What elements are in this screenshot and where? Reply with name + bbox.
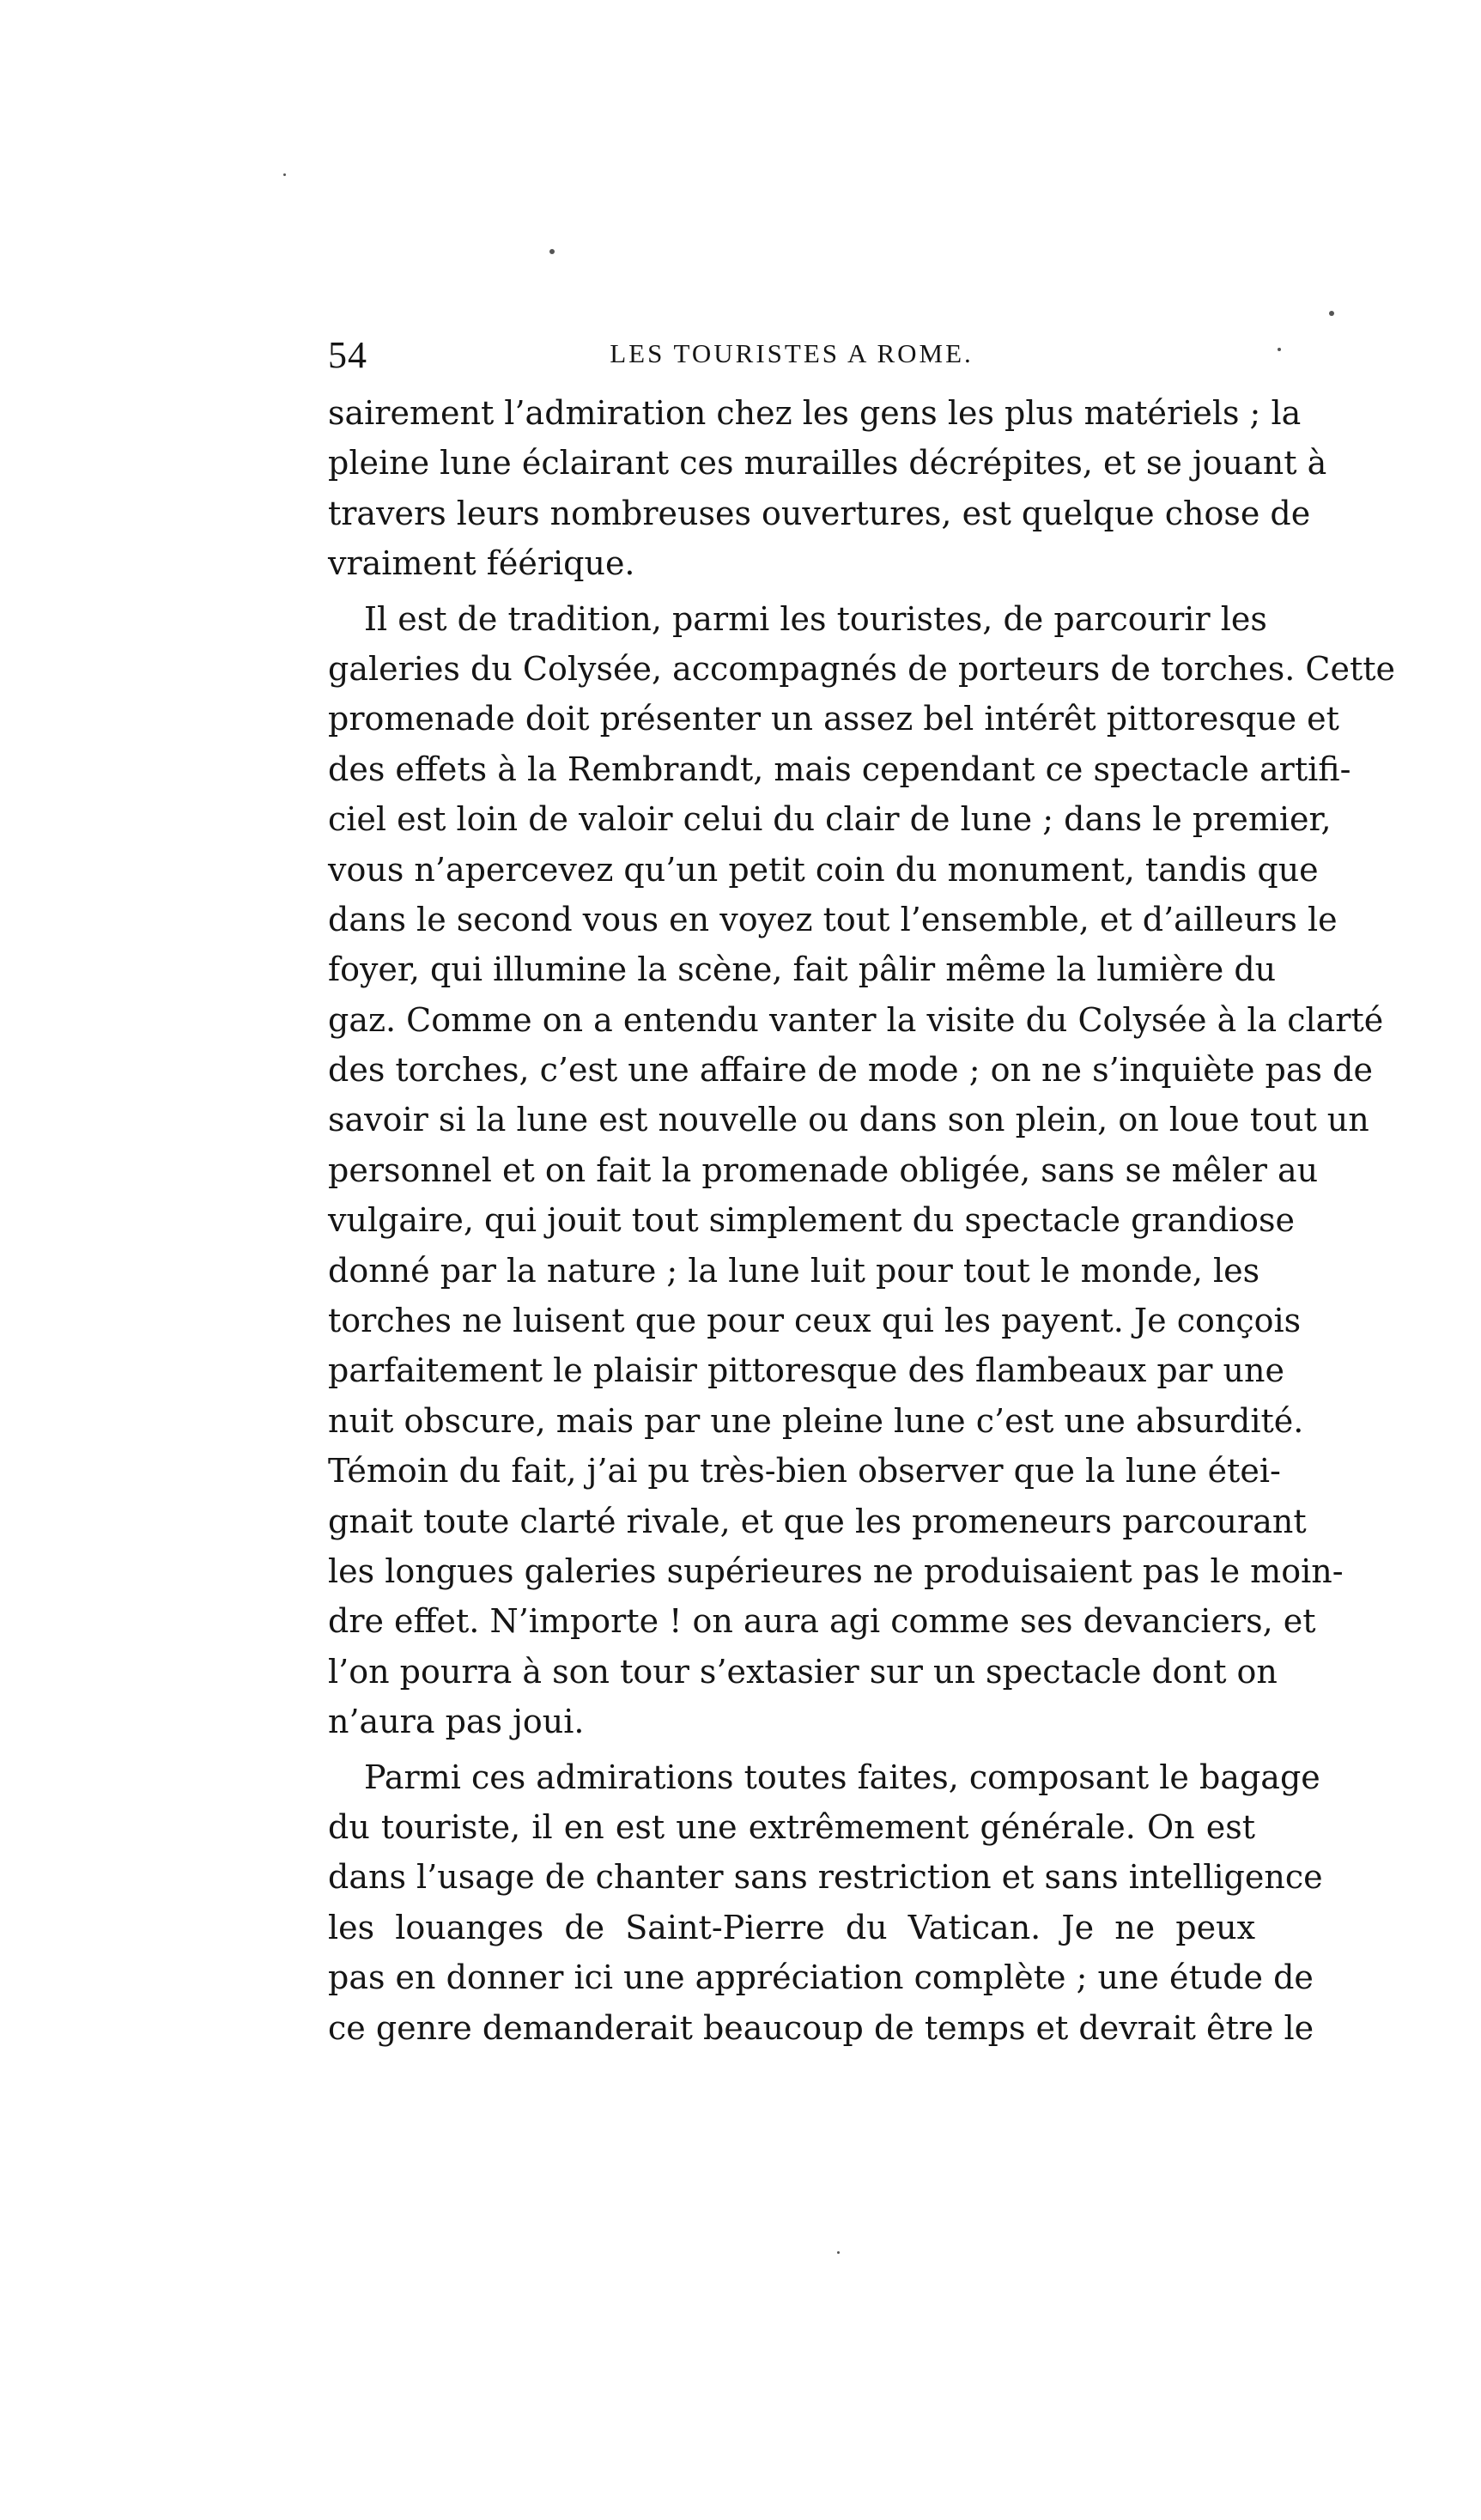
text-line: Il est de tradition, parmi les touristes, de parcourir les	[364, 599, 1267, 638]
text-line: savoir si la lune est nouvelle ou dans son plein, on loue tout un	[328, 1101, 1369, 1139]
text-line: l’on pourra à son tour s’extasier sur un spectacle dont on	[328, 1652, 1278, 1691]
text-line: gnait toute clarté rivale, et que les promeneurs parcourant	[328, 1502, 1307, 1540]
text-line: personnel et on fait la promenade obligée, sans se mêler au	[328, 1151, 1319, 1189]
text-line: parfaitement le plaisir pittoresque des flambeaux par une	[328, 1351, 1284, 1390]
body-text	[328, 388, 1396, 2053]
text-line: les longues galeries supérieures ne produisaient pas le moin-	[328, 1551, 1344, 1590]
text-line: vraiment féérique.	[328, 544, 635, 583]
text-line: donné par la nature ; la lune luit pour tout le monde, les	[328, 1251, 1260, 1290]
text-line: Témoin du fait, j’ai pu très-bien observer que la lune étei-	[328, 1452, 1281, 1491]
text-line: torches ne luisent que pour ceux qui les payent. Je conçois	[328, 1302, 1302, 1340]
text-line: nuit obscure, mais par une pleine lune c’est une absurdité.	[328, 1401, 1304, 1440]
text-line: ciel est loin de valoir celui du clair de lune ; dans le premier,	[328, 800, 1332, 839]
page-number: 54	[328, 334, 367, 376]
text-line: gaz. Comme on a entendu vanter la visite du Colysée à la clarté	[328, 1000, 1384, 1039]
text-line: pleine lune éclairant ces murailles décrépites, et se jouant à	[328, 444, 1327, 483]
text-line: pas en donner ici une appréciation complète ; une étude de	[328, 1958, 1314, 1997]
text-line: du touriste, il en est une extrêmement générale. On est	[328, 1807, 1255, 1846]
text-line: foyer, qui illumine la scène, fait pâlir même la lumière du	[328, 950, 1277, 989]
scan-speck	[1329, 311, 1334, 316]
text-line: promenade doit présenter un assez bel intérêt pittoresque et	[328, 700, 1339, 738]
text-line: dans l’usage de chanter sans restriction et sans intelligence	[328, 1858, 1323, 1897]
text-line: vous n’apercevez qu’un petit coin du monument, tandis que	[328, 850, 1319, 889]
text-line: n’aura pas joui.	[328, 1703, 585, 1741]
text-line: galeries du Colysée, accompagnés de porteurs de torches. Cette	[328, 649, 1396, 688]
scan-speck	[1278, 348, 1281, 351]
text-line: dans le second vous en voyez tout l’ensemble, et d’ailleurs le	[328, 900, 1338, 938]
text-line: dre effet. N’importe ! on aura agi comme ses devanciers, et	[328, 1602, 1316, 1641]
text-line: vulgaire, qui jouit tout simplement du spectacle grandiose	[328, 1201, 1296, 1240]
text-line: les louanges de Saint-Pierre du Vatican. Je ne peux	[328, 1908, 1255, 1946]
page-header	[328, 330, 1255, 381]
text-line: ce genre demanderait beaucoup de temps et devrait être le	[328, 2008, 1314, 2047]
scan-speck	[283, 173, 286, 176]
text-line: sairement l’admiration chez les gens les plus matériels ; la	[328, 394, 1302, 432]
paragraph-3	[328, 1752, 1323, 2053]
scan-speck	[549, 249, 555, 254]
text-line: travers leurs nombreuses ouvertures, est quelque chose de	[328, 494, 1311, 532]
paragraph-1	[328, 388, 1327, 589]
text-line: Parmi ces admirations toutes faites, composant le bagage	[364, 1758, 1320, 1796]
text-line: des torches, c’est une affaire de mode ; on ne s’inquiète pas de	[328, 1051, 1373, 1090]
scan-speck	[837, 2251, 840, 2254]
text-line: des effets à la Rembrandt, mais cependant ce spectacle artifi-	[328, 750, 1351, 788]
paragraph-2	[328, 594, 1396, 1747]
running-title: LES TOURISTES A ROME.	[610, 338, 974, 368]
